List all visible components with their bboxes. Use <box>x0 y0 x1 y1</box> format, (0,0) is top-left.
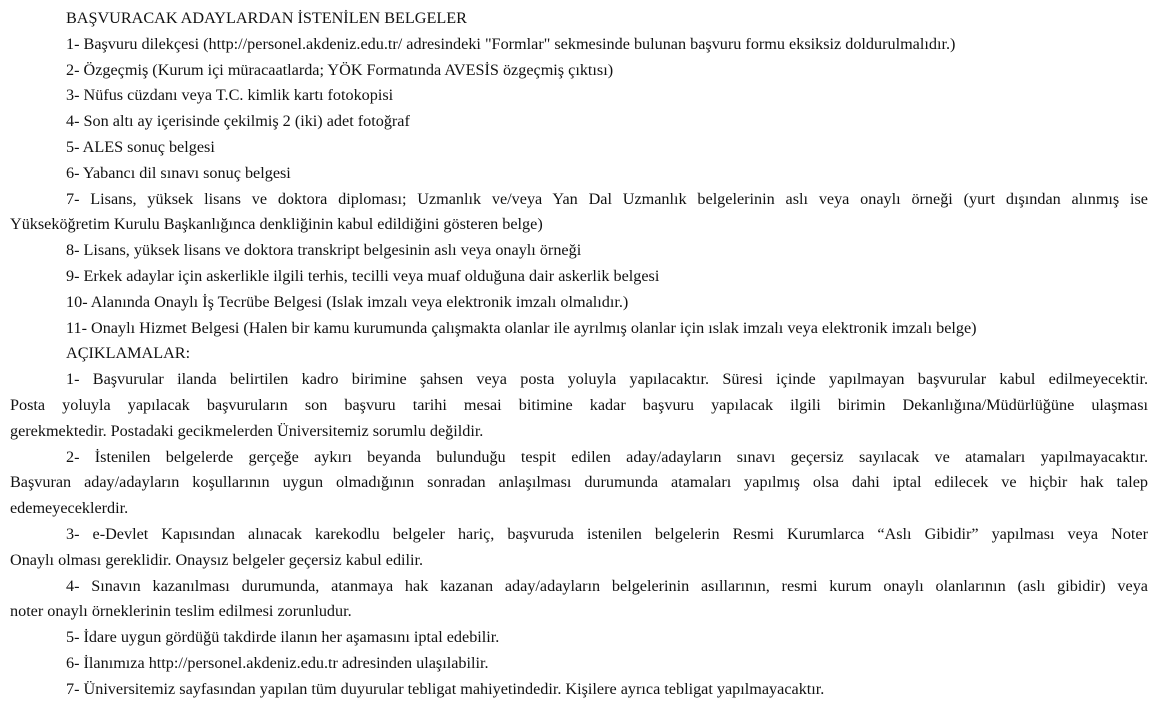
document-item-8: 8- Lisans, yüksek lisans ve doktora transkript belgesinin aslı veya onaylı örneği <box>66 241 582 260</box>
note-2-line-2: Başvuran aday/adayların koşullarının uygun olmadığının sonradan anlaşılması durumunda atamaları yapılmış olsa dahi iptal edilecek ve hiçbir hak talep <box>10 473 1148 492</box>
document-item-10: 10- Alanında Onaylı İş Tecrübe Belgesi (Islak imzalı veya elektronik imzalı olmalıdır.) <box>66 292 629 311</box>
document-item-7-line-1: 7- Lisans, yüksek lisans ve doktora diploması; Uzmanlık ve/veya Yan Dal Uzmanlık belgelerinin aslı veya onaylı örneği (yurt dışından alınmış ise <box>66 189 1148 208</box>
document-item-9: 9- Erkek adaylar için askerlikle ilgili terhis, tecilli veya muaf olduğuna dair askerlik belgesi <box>66 266 660 285</box>
document-item-6: 6- Yabancı dil sınavı sonuç belgesi <box>66 163 291 182</box>
notes-heading: AÇIKLAMALAR: <box>66 344 191 363</box>
document-item-11: 11- Onaylı Hizmet Belgesi (Halen bir kamu kurumunda çalışmakta olanlar ile ayrılmış olanlar için ıslak imzalı veya elektronik imzalı belge) <box>66 318 977 337</box>
note-3-line-2: Onaylı olması gereklidir. Onaysız belgeler geçersiz kabul edilir. <box>10 550 424 569</box>
note-2-line-1: 2- İstenilen belgelerde gerçeğe aykırı beyanda bulunduğu tespit edilen aday/adayların sınavı geçersiz sayılacak ve atamaları yapılmayacaktır. <box>66 447 1148 466</box>
document-item-3: 3- Nüfus cüzdanı veya T.C. kimlik kartı fotokopisi <box>66 86 394 105</box>
note-1-line-2: Posta yoluyla yapılacak başvuruların son başvuru tarihi mesai bitimine kadar başvuru yapılacak ilgili birimin Dekanlığına/Müdürlüğüne ulaşması <box>10 395 1148 414</box>
note-1-line-3: gerekmektedir. Postadaki gecikmelerden Üniversitemiz sorumlu değildir. <box>10 421 484 440</box>
document-item-2: 2- Özgeçmiş (Kurum içi müracaatlarda; YÖK Formatında AVESİS özgeçmiş çıktısı) <box>66 60 614 79</box>
note-1-line-1: 1- Başvurular ilanda belirtilen kadro birimine şahsen veya posta yoluyla yapılacaktır. Süresi içinde yapılmayan başvurular kabul edilmeyecektir. <box>66 370 1148 389</box>
note-4-line-2: noter onaylı örneklerinin teslim edilmesi zorunludur. <box>10 602 352 621</box>
document-item-5: 5- ALES sonuç belgesi <box>66 137 215 156</box>
note-7: 7- Üniversitemiz sayfasından yapılan tüm duyurular tebligat mahiyetindedir. Kişilere ayrıca tebligat yapılmayacaktır. <box>66 679 825 698</box>
note-5: 5- İdare uygun gördüğü takdirde ilanın her aşamasını iptal edebilir. <box>66 628 500 647</box>
document-item-1: 1- Başvuru dilekçesi (http://personel.akdeniz.edu.tr/ adresindeki "Formlar" sekmesinde bulunan başvuru formu eksiksiz doldurulmalıdır.) <box>66 34 956 53</box>
note-3-line-1: 3- e-Devlet Kapısından alınacak karekodlu belgeler hariç, başvuruda istenilen belgelerin Resmi Kurumlarca “Aslı Gibidir” yapılması veya Noter <box>66 524 1148 543</box>
document-item-7-line-2: Yükseköğretim Kurulu Başkanlığınca denkliğinin kabul edildiğini gösteren belge) <box>10 215 543 234</box>
note-2-line-3: edemeyeceklerdir. <box>10 499 129 518</box>
note-4-line-1: 4- Sınavın kazanılması durumunda, atanmaya hak kazanan aday/adayların belgelerinin asıllarının, resmi kurum onaylı olanlarının (aslı gibidir) veya <box>66 576 1148 595</box>
document-item-4: 4- Son altı ay içerisinde çekilmiş 2 (iki) adet fotoğraf <box>66 112 410 131</box>
documents-heading: BAŞVURACAK ADAYLARDAN İSTENİLEN BELGELER <box>66 9 467 27</box>
note-6: 6- İlanımıza http://personel.akdeniz.edu.tr adresinden ulaşılabilir. <box>66 653 489 672</box>
